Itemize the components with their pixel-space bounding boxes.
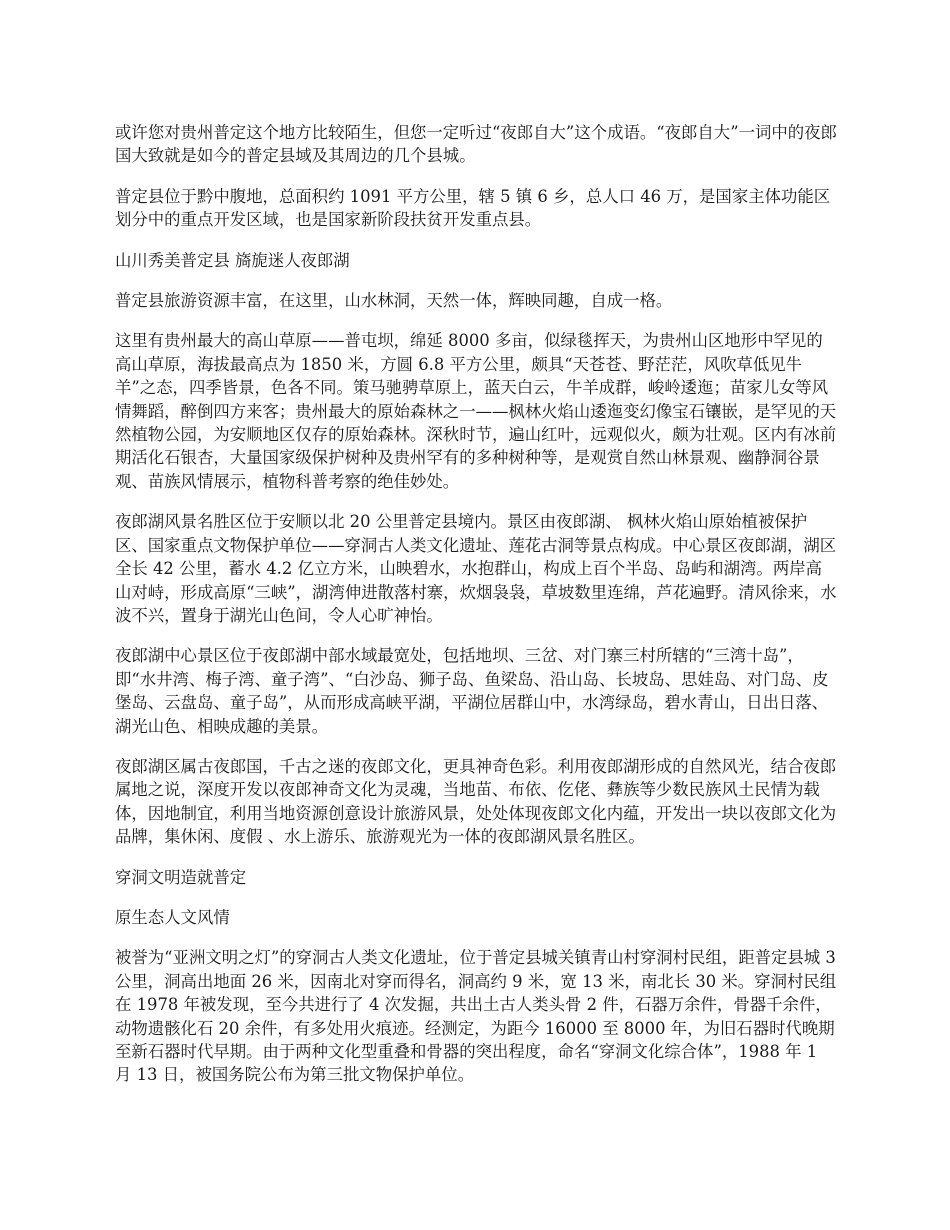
document-body bbox=[115, 121, 837, 1104]
section-heading-civilization: 穿洞文明造就普定 bbox=[115, 867, 247, 887]
paragraph-overview: 普定县位于黔中腹地，总面积约 1091 平方公里，辖 5 镇 6 乡，总人口 46 万，是国家主体功能区划分中的重点开发区域，也是国家新阶段扶贫开发重点县。 bbox=[115, 186, 831, 230]
section-heading-culture: 原生态人文风情 bbox=[115, 907, 230, 927]
paragraph-yelang-lake: 夜郎湖风景名胜区位于安顺以北 20 公里普定县境内。景区由夜郎湖、 枫林火焰山原始植被保护区、国家重点文物保护单位——穿洞古人类文化遗址、莲花古洞等景点构成。中心景区夜郎湖，湖区全长 42 公里，蓄水 4.2 亿立方米，山映碧水，水抱群山，构成上百个半岛、岛屿和湖湾。两岸高山对峙，形成高原“三峡”，湖湾伸进散落村寨，炊烟袅袅，草坡数里连绵，芦花遍野。清风徐来，水波不兴，置身于湖光山色间，令人心旷神怡。 bbox=[115, 512, 837, 625]
paragraph-yelang-culture: 夜郎湖区属古夜郎国，千古之迷的夜郎文化，更具神奇色彩。利用夜郎湖形成的自然风光，结合夜郎属地之说，深度开发以夜郎神奇文化为灵魂，当地苗、布依、仡佬、彝族等少数民族风土民情为载体，因地制宜，利用当地资源创意设计旅游风景，处处体现夜郎文化内蕴，开发出一块以夜郎文化为品牌，集休闲、度假 、水上游乐、旅游观光为一体的夜郎湖风景名胜区。 bbox=[115, 756, 837, 847]
paragraph-chuandong-site: 被誉为“亚洲文明之灯”的穿洞古人类文化遗址，位于普定县城关镇青山村穿洞村民组，距普定县城 3 公里，洞高出地面 26 米，因南北对穿而得名，洞高约 9 米，宽 13 米，南北长 30 米。穿洞村民组在 1978 年被发现，至今共进行了 4 次发掘，共出土古人类头骨 2 件，石器万余件，骨器千余件，动物遗骸化石 20 余件，有多处用火痕迹。经测定，为距今 16000 至 8000 年，为旧石器时代晚期至新石器时代早期。由于两种文化型重叠和骨器的突出程度，命名“穿洞文化综合体”，1988 年 1 月 13 日，被国务院公布为第三批文物保护单位。 bbox=[115, 948, 837, 1085]
paragraph-intro: 或许您对贵州普定这个地方比较陌生，但您一定听过“夜郎自大”这个成语。“夜郎自大”一词中的夜郎国大致就是如今的普定县域及其周边的几个县城。 bbox=[115, 123, 837, 166]
section-heading-scenery: 山川秀美普定县 旖旎迷人夜郎湖 bbox=[115, 250, 350, 270]
paragraph-lake-center: 夜郎湖中心景区位于夜郎湖中部水域最宽处，包括地坝、三岔、对门寨三村所辖的“三湾十岛”，即“水井湾、梅子湾、童子湾”、“白沙岛、狮子岛、鱼梁岛、沿山岛、长坡岛、思娃岛、对门岛、皮堡岛、云盘岛、童子岛”，从而形成高峡平湖，平湖位居群山中，水湾绿岛，碧水青山，日出日落、湖光山色、相映成趣的美景。 bbox=[115, 646, 829, 736]
paragraph-tourism: 普定县旅游资源丰富，在这里，山水林洞，天然一体，辉映同趣，自成一格。 bbox=[115, 291, 673, 311]
paragraph-grassland: 这里有贵州最大的高山草原——普屯坝，绵延 8000 多亩，似绿毯挥天，为贵州山区地形中罕见的高山草原，海拔最高点为 1850 米，方圆 6.8 平方公里，颇具“天苍苍、野茫茫，风吹草低见牛羊”之态，四季皆景，色各不同。策马驰骋草原上，蓝天白云，牛羊成群，峻岭逶迤；苗家儿女等风情舞蹈，醉倒四方来客；贵州最大的原始森林之一——枫林火焰山逶迤变幻像宝石镶嵌，是罕见的天然植物公园，为安顺地区仅存的原始森林。深秋时节，遍山红叶，远观似火，颇为壮观。区内有冰前期活化石银杏，大量国家级保护树种及贵州罕有的多种树种等，是观赏自然山林景观、幽静洞谷景观、苗族风情展示，植物科普考察的绝佳妙处。 bbox=[115, 331, 837, 491]
